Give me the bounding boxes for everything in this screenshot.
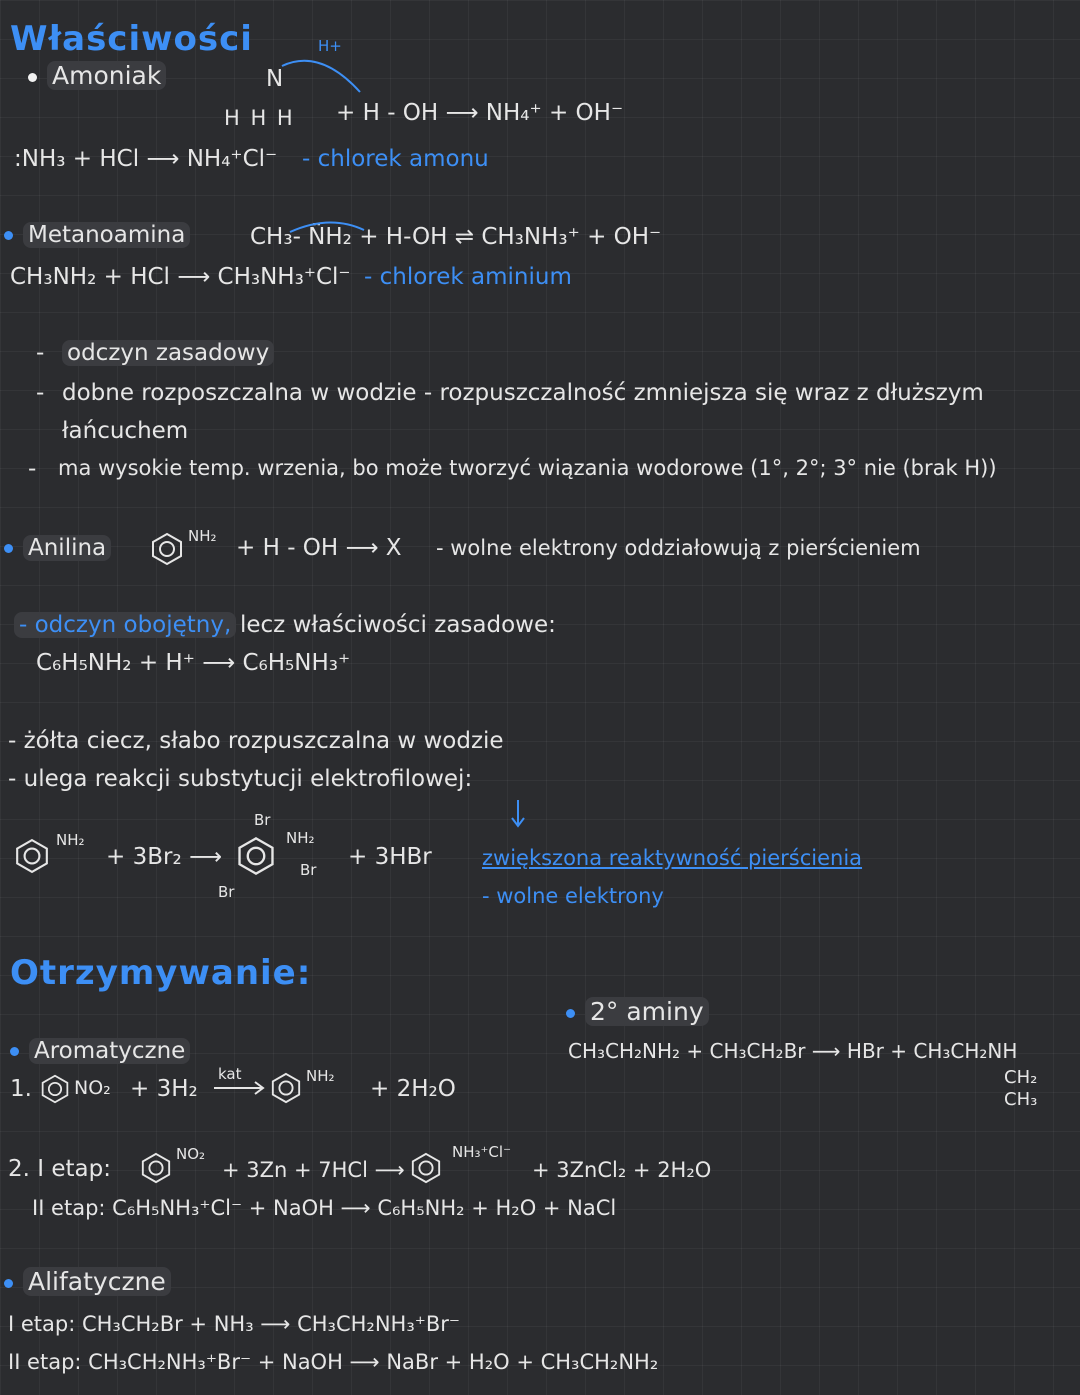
step2-stage1-label: 2. I etap: [8,1156,111,1182]
bromination-lhs: + 3Br₂ ⟶ [106,844,222,870]
methanamine-product-name: - chlorek aminium [364,264,572,290]
nitro-group: NO₂ [176,1145,206,1163]
aniline-electron-note: - wolne elektrony oddziałowują z pierścieniem [436,536,921,560]
feature-dash-3: - [28,456,37,482]
aniline-label: Anilina [23,535,111,561]
h-plus-label: H+ [318,37,342,55]
section-title-preparation: Otrzymywanie: [10,953,312,993]
bullet-icon [28,73,37,82]
aniline-protonation: C₆H₅NH₂ + H⁺ ⟶ C₆H₅NH₃⁺ [36,650,351,676]
aniline-nh2: NH₂ [56,831,85,849]
feature-basic-reaction: odczyn zasadowy [62,340,274,366]
section-title-properties: Właściwości [10,19,253,59]
aliphatic-heading [4,1268,171,1297]
benzene-ring-icon [140,1152,172,1184]
bullet-icon [4,544,13,553]
ammonia-hcl-reaction: :NH₃ + HCl ⟶ NH₄⁺Cl⁻ [14,146,278,172]
aliphatic-stage1: I etap: CH₃CH₂Br + NH₃ ⟶ CH₃CH₂NH₃⁺Br⁻ [8,1312,460,1336]
feature-dash-1: - [36,340,45,366]
methanamine-label: Metanoamina [23,222,190,248]
aniline-heading [4,535,111,561]
ammonia-label: Amoniak [47,61,166,90]
aromatic-heading [10,1038,190,1064]
ammonia-hydrogens: H H H [224,106,293,130]
bullet-icon [10,1047,19,1056]
step2-reduction: + 3Zn + 7HCl ⟶ [222,1158,405,1182]
secondary-branch-ch2: CH₂ [1004,1067,1038,1088]
aniline-substitution-note: - ulega reakcji substytucji elektrofilowej: [8,766,473,792]
benzene-ring-icon [270,1072,302,1104]
benzene-ring-icon [150,532,184,566]
product-nh2: NH₂ [286,829,315,847]
bullet-icon [4,1279,13,1288]
step1-number: 1. [10,1076,32,1102]
secondary-amines-heading [566,998,709,1027]
bromination-rhs: + 3HBr [348,844,432,870]
bullet-icon [566,1009,575,1018]
step1-water: + 2H₂O [370,1076,456,1102]
free-electrons-note: - wolne elektrony [482,884,664,908]
bromine-top: Br [254,811,271,829]
methanamine-heading [4,222,190,248]
feature-dash-2: - [36,380,45,406]
aliphatic-label: Alifatyczne [23,1267,171,1296]
aniline-neutral-note: - odczyn obojętny, [14,612,236,638]
benzene-ring-icon [14,838,50,874]
aniline-water-reaction: + H - OH ⟶ X [236,535,402,561]
aromatic-label: Aromatyczne [29,1038,190,1064]
secondary-amines-reaction: CH₃CH₂NH₂ + CH₃CH₂Br ⟶ HBr + CH₃CH₂NH [568,1039,1018,1063]
ammonia-heading [28,62,166,91]
aniline-basic-properties: lecz właściwości zasadowe: [240,612,556,638]
benzene-ring-icon [236,836,276,876]
secondary-branch-ch3: CH₃ [1004,1089,1038,1110]
bullet-icon [4,231,13,240]
ammonia-water-reaction: + H - OH ⟶ NH₄⁺ + OH⁻ [336,100,624,126]
step2-stage2: II etap: C₆H₅NH₃⁺Cl⁻ + NaOH ⟶ C₆H₅NH₂ + H₂O + NaCl [32,1196,617,1220]
aliphatic-stage2: II etap: CH₃CH₂NH₃⁺Br⁻ + NaOH ⟶ NaBr + H₂O + CH₃CH₂NH₂ [8,1350,659,1374]
methanamine-water-reaction: CH₃- N̈H₂ + H-OH ⇌ CH₃NH₃⁺ + OH⁻ [250,224,662,250]
ammonia-product-name: - chlorek amonu [302,146,489,172]
feature-boiling-point: ma wysokie temp. wrzenia, bo może tworzyć wiązania wodorowe (1°, 2°; 3° nie (brak H)) [58,456,997,480]
feature-solubility-cont: łańcuchem [62,418,189,444]
bromine-bottom: Br [218,883,235,901]
nitro-group: NO₂ [74,1077,111,1099]
reactivity-note: zwiększona reaktywność pierścienia [482,846,863,870]
amine-group: NH₂ [306,1067,335,1085]
benzene-ring-icon [40,1074,70,1104]
step1-hydrogen: + 3H₂ [130,1076,198,1102]
step2-byproducts: + 3ZnCl₂ + 2H₂O [532,1158,712,1182]
secondary-amines-label: 2° aminy [585,997,709,1026]
catalyst-label: kat [218,1065,242,1083]
ammonia-nitrogen: N [266,66,284,92]
ammonium-chloride-group: NH₃⁺Cl⁻ [452,1143,511,1161]
bromine-right: Br [300,861,317,879]
aniline-liquid-note: - żółta ciecz, słabo rozpuszczalna w wodzie [8,728,504,754]
aniline-nh2: NH₂ [188,527,217,545]
feature-solubility: dobne rozposzczalna w wodzie - rozpuszczalność zmniejsza się wraz z dłuższym [62,380,984,406]
methanamine-hcl-reaction: CH₃NH₂ + HCl ⟶ CH₃NH₃⁺Cl⁻ [10,264,351,290]
benzene-ring-icon [410,1152,442,1184]
